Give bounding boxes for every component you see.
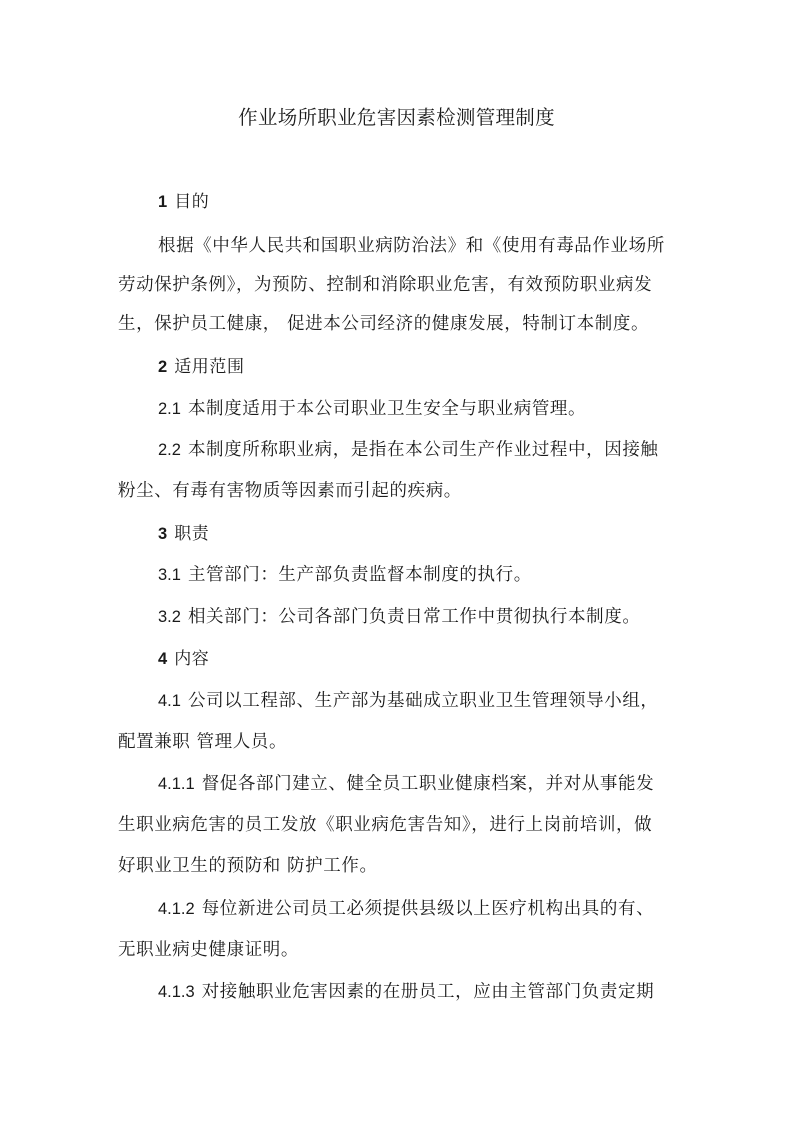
- section-number: 1: [158, 193, 168, 211]
- clause-text: 本制度所称职业病，是指在本公司生产作业过程中，因接触: [187, 440, 659, 460]
- paragraph-line: 配置兼职 管理人员。: [118, 732, 288, 752]
- clause-number: 4.1.3: [158, 983, 195, 1001]
- section-heading-1: [158, 189, 209, 215]
- section-title: 职责: [174, 524, 210, 544]
- clause-text: 主管部门：生产部负责监督本制度的执行。: [187, 565, 532, 585]
- section-number: 4: [158, 650, 168, 668]
- clause-text: 本制度适用于本公司职业卫生安全与职业病管理。: [187, 399, 587, 419]
- section-heading-2: [158, 354, 245, 380]
- clause-number: 4.1: [158, 692, 181, 710]
- clause-4-1-3: [158, 979, 654, 1005]
- paragraph-line: 无职业病史健康证明。: [118, 940, 299, 960]
- paragraph-line: 好职业卫生的预防和 防护工作。: [118, 856, 378, 876]
- clause-3-2: [158, 604, 640, 630]
- section-heading-3: [158, 521, 209, 547]
- clause-text: 相关部门：公司各部门负责日常工作中贯彻执行本制度。: [187, 607, 641, 627]
- clause-text: 每位新进公司员工必须提供县级以上医疗机构出具的有、: [201, 899, 655, 919]
- clause-number: 3.2: [158, 608, 181, 626]
- clause-number: 3.1: [158, 566, 181, 584]
- clause-text: 督促各部门建立、健全员工职业健康档案，并对从事能发: [201, 774, 655, 794]
- clause-4-1-2: [158, 896, 654, 922]
- paragraph-line: 根据《中华人民共和国职业病防治法》和《使用有毒品作业场所: [158, 236, 665, 256]
- clause-number: 2.1: [158, 400, 181, 418]
- document-title: 作业场所职业危害因素检测管理制度: [238, 106, 555, 129]
- section-number: 2: [158, 358, 168, 376]
- section-title: 内容: [174, 649, 210, 669]
- paragraph-line: 劳动保护条例》，为预防、控制和消除职业危害，有效预防职业病发: [118, 275, 653, 295]
- paragraph-line: 生职业病危害的员工发放《职业病危害告知》，进行上岗前培训，做: [118, 815, 653, 835]
- clause-number: 4.1.1: [158, 775, 195, 793]
- paragraph-line: 生，保护员工健康， 促进本公司经济的健康发展，特制订本制度。: [118, 314, 650, 334]
- clause-number: 2.2: [158, 441, 181, 459]
- clause-2-2: [158, 437, 659, 463]
- clause-number: 4.1.2: [158, 900, 195, 918]
- clause-text: 对接触职业危害因素的在册员工，应由主管部门负责定期: [201, 982, 655, 1002]
- clause-4-1-1: [158, 771, 654, 797]
- clause-4-1: [158, 688, 659, 714]
- section-heading-4: [158, 646, 209, 672]
- section-number: 3: [158, 525, 168, 543]
- section-title: 适用范围: [174, 357, 245, 377]
- section-title: 目的: [174, 192, 210, 212]
- paragraph-line: 粉尘、有毒有害物质等因素而引起的疾病。: [118, 481, 462, 501]
- clause-3-1: [158, 562, 532, 588]
- clause-text: 公司以工程部、生产部为基础成立职业卫生管理领导小组，: [187, 691, 659, 711]
- clause-2-1: [158, 396, 586, 422]
